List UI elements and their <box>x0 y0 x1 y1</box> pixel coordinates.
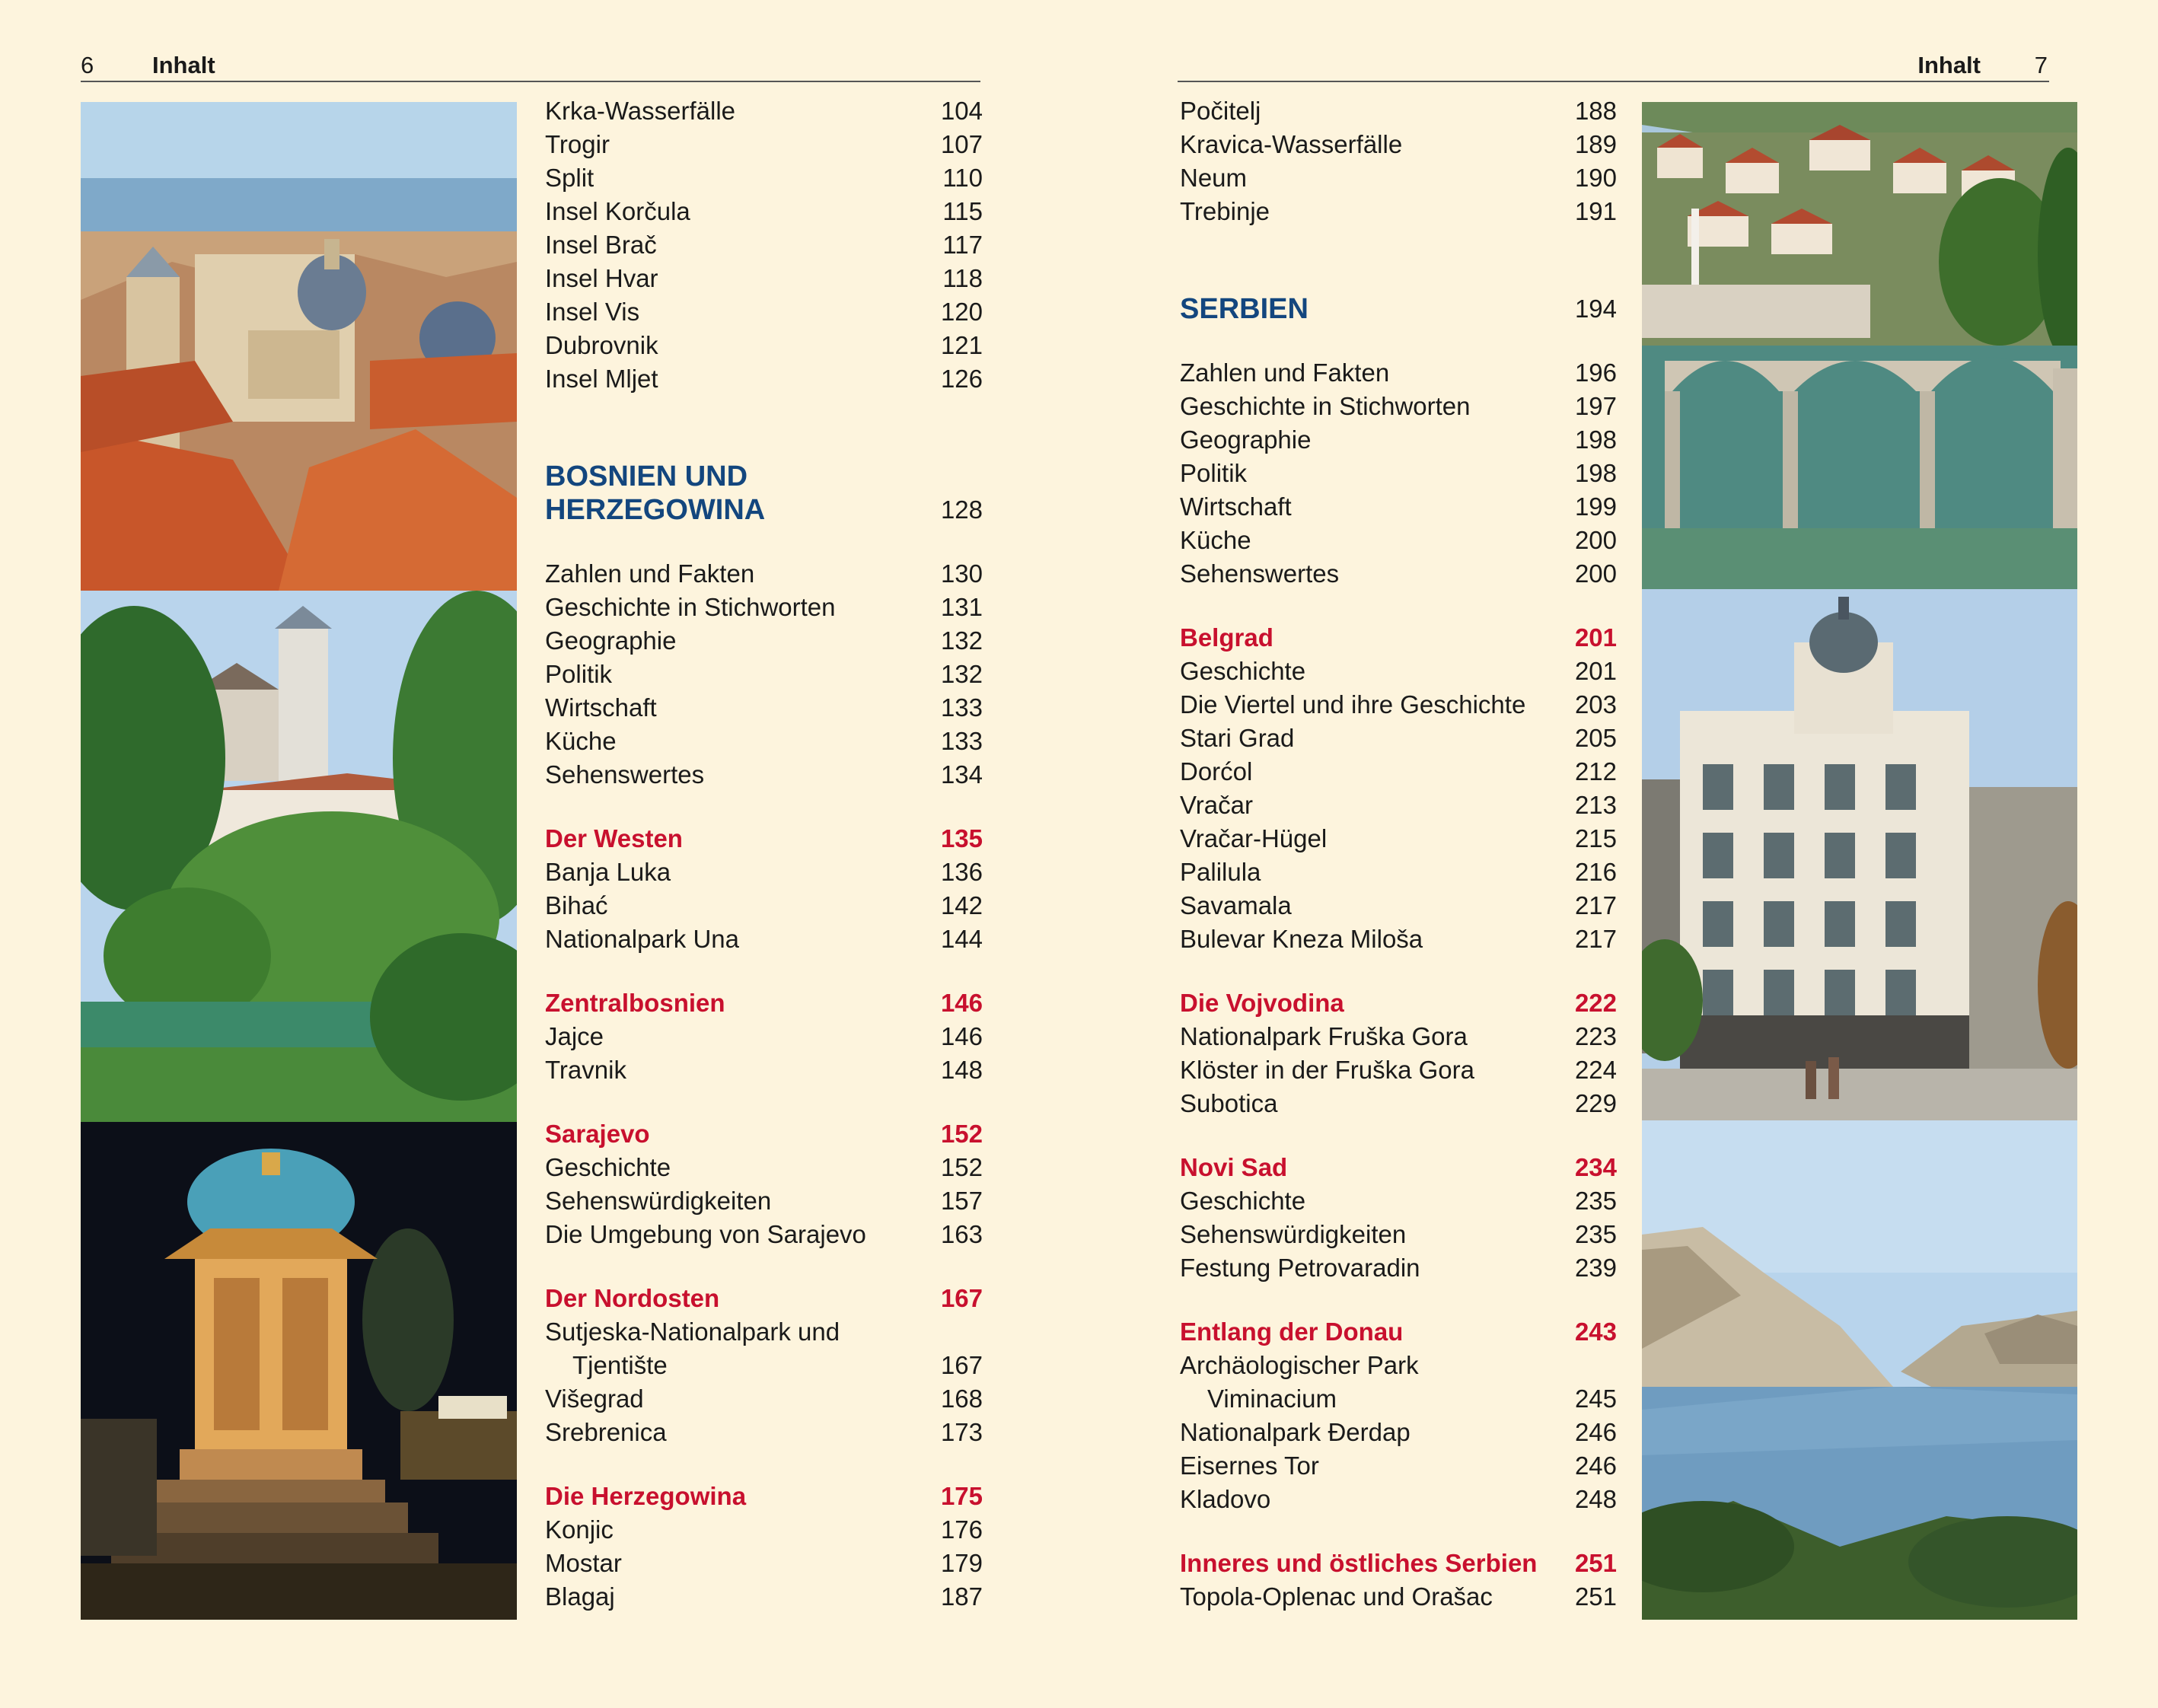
header-divider <box>81 81 980 82</box>
toc-entry[interactable]: Nationalpark Una 144 <box>545 925 983 953</box>
toc-subsection[interactable]: Zentralbosnien 146 <box>545 989 983 1017</box>
header-title: Inhalt <box>152 52 215 78</box>
page-number: 6 <box>81 52 94 78</box>
toc-entry[interactable]: Dorćol 212 <box>1180 757 1617 785</box>
toc-entry[interactable]: Insel Korčula 115 <box>545 197 983 225</box>
toc-entry[interactable]: Travnik 148 <box>545 1056 983 1084</box>
toc-entry[interactable]: Wirtschaft 199 <box>1180 492 1617 521</box>
toc-entry[interactable]: Küche 200 <box>1180 526 1617 554</box>
toc-subsection[interactable]: Sarajevo 152 <box>545 1120 983 1148</box>
toc-right <box>1180 94 1617 1614</box>
toc-entry[interactable]: Geographie 132 <box>545 626 983 655</box>
toc-entry[interactable]: Insel Mljet 126 <box>545 365 983 393</box>
toc-entry[interactable]: Sehenswürdigkeiten 235 <box>1180 1220 1617 1248</box>
toc-entry[interactable]: Klöster in der Fruška Gora 224 <box>1180 1056 1617 1084</box>
toc-entry[interactable]: Archäologischer Park <box>1180 1351 1419 1379</box>
toc-entry[interactable]: Blagaj 187 <box>545 1582 983 1611</box>
toc-entry[interactable]: Počitelj 188 <box>1180 97 1617 125</box>
toc-entry[interactable]: Split 110 <box>545 164 983 192</box>
toc-entry[interactable]: Vračar 213 <box>1180 791 1617 819</box>
toc-subsection[interactable]: Der Nordosten 167 <box>545 1284 983 1312</box>
toc-entry[interactable]: Geschichte in Stichworten 197 <box>1180 392 1617 420</box>
toc-entry[interactable]: Politik 132 <box>545 660 983 688</box>
toc-section-bosnia[interactable]: BOSNIEN UND HERZEGOWINA 128 <box>545 460 983 526</box>
toc-entry[interactable]: Krka-Wasserfälle 104 <box>545 97 983 125</box>
toc-entry[interactable]: Geschichte 235 <box>1180 1187 1617 1215</box>
toc-entry[interactable]: Trebinje 191 <box>1180 197 1617 225</box>
toc-entry[interactable]: Insel Brač 117 <box>545 231 983 259</box>
toc-entry[interactable]: Savamala 217 <box>1180 891 1617 919</box>
toc-entry[interactable]: Wirtschaft 133 <box>545 693 983 722</box>
toc-entry[interactable]: Dubrovnik 121 <box>545 331 983 359</box>
toc-entry[interactable]: Bihać 142 <box>545 891 983 919</box>
right-header <box>1178 52 2048 82</box>
toc-entry[interactable]: Die Umgebung von Sarajevo 163 <box>545 1220 983 1248</box>
toc-entry[interactable]: Palilula 216 <box>1180 858 1617 886</box>
toc-entry[interactable]: Srebrenica 173 <box>545 1418 983 1446</box>
toc-entry[interactable]: Trogir 107 <box>545 130 983 158</box>
toc-entry[interactable]: Zahlen und Fakten 130 <box>545 559 983 588</box>
photo-belgrade-building <box>1642 589 2077 1120</box>
toc-entry[interactable]: Die Viertel und ihre Geschichte 203 <box>1180 690 1617 719</box>
toc-entry[interactable]: Viminacium 245 <box>1207 1385 1617 1413</box>
toc-entry[interactable]: Geschichte in Stichworten 131 <box>545 593 983 621</box>
toc-entry[interactable]: Zahlen und Fakten 196 <box>1180 358 1617 387</box>
toc-entry[interactable]: Subotica 229 <box>1180 1089 1617 1117</box>
photo-danube-iron-gate <box>1642 1120 2077 1620</box>
header-title: Inhalt <box>1917 52 1981 78</box>
toc-entry[interactable]: Eisernes Tor 246 <box>1180 1451 1617 1480</box>
toc-entry[interactable]: Küche 133 <box>545 727 983 755</box>
toc-subsection[interactable]: Die Herzegowina 175 <box>545 1482 983 1510</box>
toc-entry[interactable]: Geschichte 152 <box>545 1153 983 1181</box>
header-divider <box>1178 81 2049 82</box>
toc-section-serbia[interactable]: SERBIEN 194 <box>1180 293 1617 325</box>
right-page <box>1079 0 2158 1708</box>
toc-left <box>545 94 983 1614</box>
photo-una-river <box>81 591 517 1122</box>
toc-entry[interactable]: Tjentište 167 <box>572 1351 983 1379</box>
toc-entry[interactable]: Sutjeska-Nationalpark und <box>545 1318 840 1346</box>
toc-entry[interactable]: Konjic 176 <box>545 1515 983 1544</box>
toc-entry[interactable]: Sehenswürdigkeiten 157 <box>545 1187 983 1215</box>
toc-entry[interactable]: Kravica-Wasserfälle 189 <box>1180 130 1617 158</box>
toc-entry[interactable]: Neum 190 <box>1180 164 1617 192</box>
toc-entry[interactable]: Bulevar Kneza Miloša 217 <box>1180 925 1617 953</box>
toc-subsection[interactable]: Inneres und östliches Serbien 251 <box>1180 1549 1617 1577</box>
toc-entry[interactable]: Politik 198 <box>1180 459 1617 487</box>
photo-sebilj-sarajevo <box>81 1122 517 1620</box>
toc-entry[interactable]: Kladovo 248 <box>1180 1485 1617 1513</box>
toc-entry[interactable]: Insel Vis 120 <box>545 298 983 326</box>
toc-entry[interactable]: Sehenswertes 134 <box>545 760 983 789</box>
toc-entry[interactable]: Insel Hvar 118 <box>545 264 983 292</box>
toc-entry[interactable]: Stari Grad 205 <box>1180 724 1617 752</box>
left-header <box>81 52 979 82</box>
page-number: 7 <box>2034 52 2048 78</box>
toc-entry[interactable]: Topola-Oplenac und Orašac 251 <box>1180 1582 1617 1611</box>
toc-subsection[interactable]: Die Vojvodina 222 <box>1180 989 1617 1017</box>
photo-dubrovnik <box>81 102 517 591</box>
toc-entry[interactable]: Višegrad 168 <box>545 1385 983 1413</box>
toc-entry[interactable]: Geographie 198 <box>1180 425 1617 454</box>
toc-subsection[interactable]: Belgrad 201 <box>1180 623 1617 652</box>
toc-entry[interactable]: Nationalpark Đerdap 246 <box>1180 1418 1617 1446</box>
toc-entry[interactable]: Jajce 146 <box>545 1022 983 1050</box>
toc-subsection[interactable]: Entlang der Donau 243 <box>1180 1318 1617 1346</box>
toc-entry[interactable]: Mostar 179 <box>545 1549 983 1577</box>
toc-entry[interactable]: Geschichte 201 <box>1180 657 1617 685</box>
toc-entry[interactable]: Vračar-Hügel 215 <box>1180 824 1617 852</box>
toc-subsection[interactable]: Novi Sad 234 <box>1180 1153 1617 1181</box>
toc-entry[interactable]: Sehenswertes 200 <box>1180 559 1617 588</box>
toc-entry[interactable]: Banja Luka 136 <box>545 858 983 886</box>
toc-entry[interactable]: Nationalpark Fruška Gora 223 <box>1180 1022 1617 1050</box>
photo-konjic-bridge <box>1642 102 2077 589</box>
toc-entry[interactable]: Festung Petrovaradin 239 <box>1180 1254 1617 1282</box>
toc-subsection[interactable]: Der Westen 135 <box>545 824 983 852</box>
